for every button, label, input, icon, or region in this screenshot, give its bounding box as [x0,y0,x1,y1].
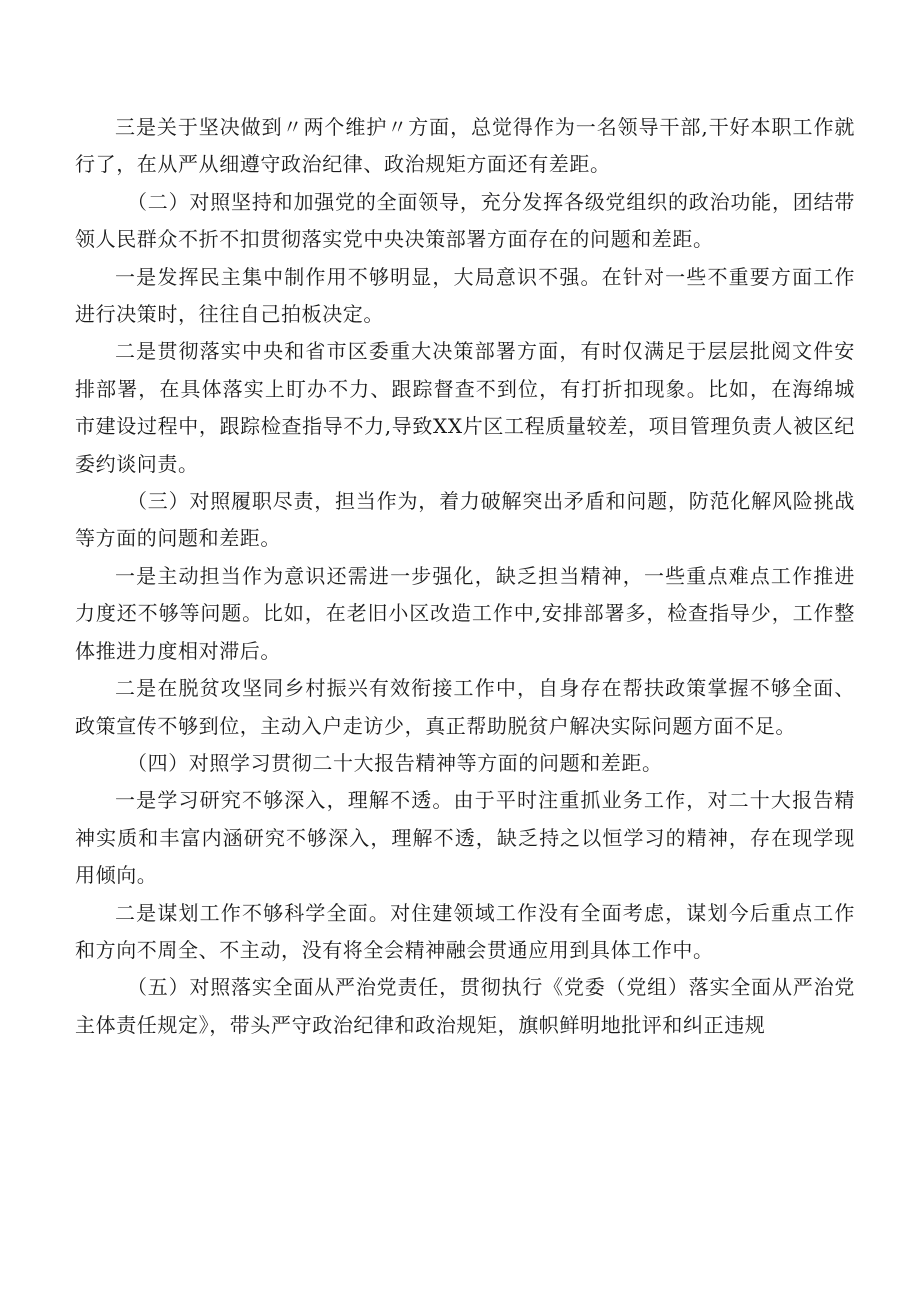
paragraph-item-3-2: 二是在脱贫攻坚同乡村振兴有效衔接工作中，自身存在帮扶政策掌握不够全面、政策宣传不够到位，主动入户走访少，真正帮助脱贫户解决实际问题方面不足。 [75,676,855,738]
paragraph-item-4-2: 二是谋划工作不够科学全面。对住建领域工作没有全面考虑，谋划今后重点工作和方向不周全、不主动，没有将全会精神融会贯通应用到具体工作中。 [75,900,855,962]
section-heading-4: （四）对照学习贯彻二十大报告精神等方面的问题和差距。 [127,750,663,775]
paragraph-item-2-2: 二是贯彻落实中央和省市区委重大决策部署方面，有时仅满足于层层批阅文件安排部署，在具体落实上盯办不力、跟踪督查不到位，有打折扣现象。比如，在海绵城市建设过程中，跟踪检查指导不力,导致XX片区工程质量较差，项目管理负责人被区纪委约谈问责。 [75,339,855,476]
section-heading-3: （三）对照履职尽责，担当作为，着力破解突出矛盾和问题，防范化解风险挑战等方面的问题和差距。 [75,489,855,551]
section-heading-2: （二）对照坚持和加强党的全面领导，充分发挥各级党组织的政治功能，团结带领人民群众不折不扣贯彻落实党中央决策部署方面存在的问题和差距。 [75,189,855,252]
paragraph-item-3-1: 一是主动担当作为意识还需进一步强化，缺乏担当精神，一些重点难点工作推进力度还不够等问题。比如，在老旧小区改造工作中,安排部署多，检查指导少，工作整体推进力度相对滞后。 [75,563,855,663]
document-body [75,109,855,1044]
paragraph-item-2-1: 一是发挥民主集中制作用不够明显，大局意识不强。在针对一些不重要方面工作进行决策时，往往自己拍板决定。 [75,264,855,327]
paragraph-item-4-1: 一是学习研究不够深入，理解不透。由于平时注重抓业务工作，对二十大报告精神实质和丰富内涵研究不够深入，理解不透，缺乏持之以恒学习的精神，存在现学现用倾向。 [75,788,855,888]
paragraph-item-1: 三是关于坚决做到〃两个维护〃方面，总觉得作为一名领导干部,干好本职工作就行了，在从严从细遵守政治纪律、政治规矩方面还有差距。 [75,115,855,177]
section-heading-5: （五）对照落实全面从严治党责任，贯彻执行《党委（党组）落实全面从严治党主体责任规定》，带头严守政治纪律和政治规矩，旗帜鲜明地批评和纠正违规 [75,975,855,1037]
